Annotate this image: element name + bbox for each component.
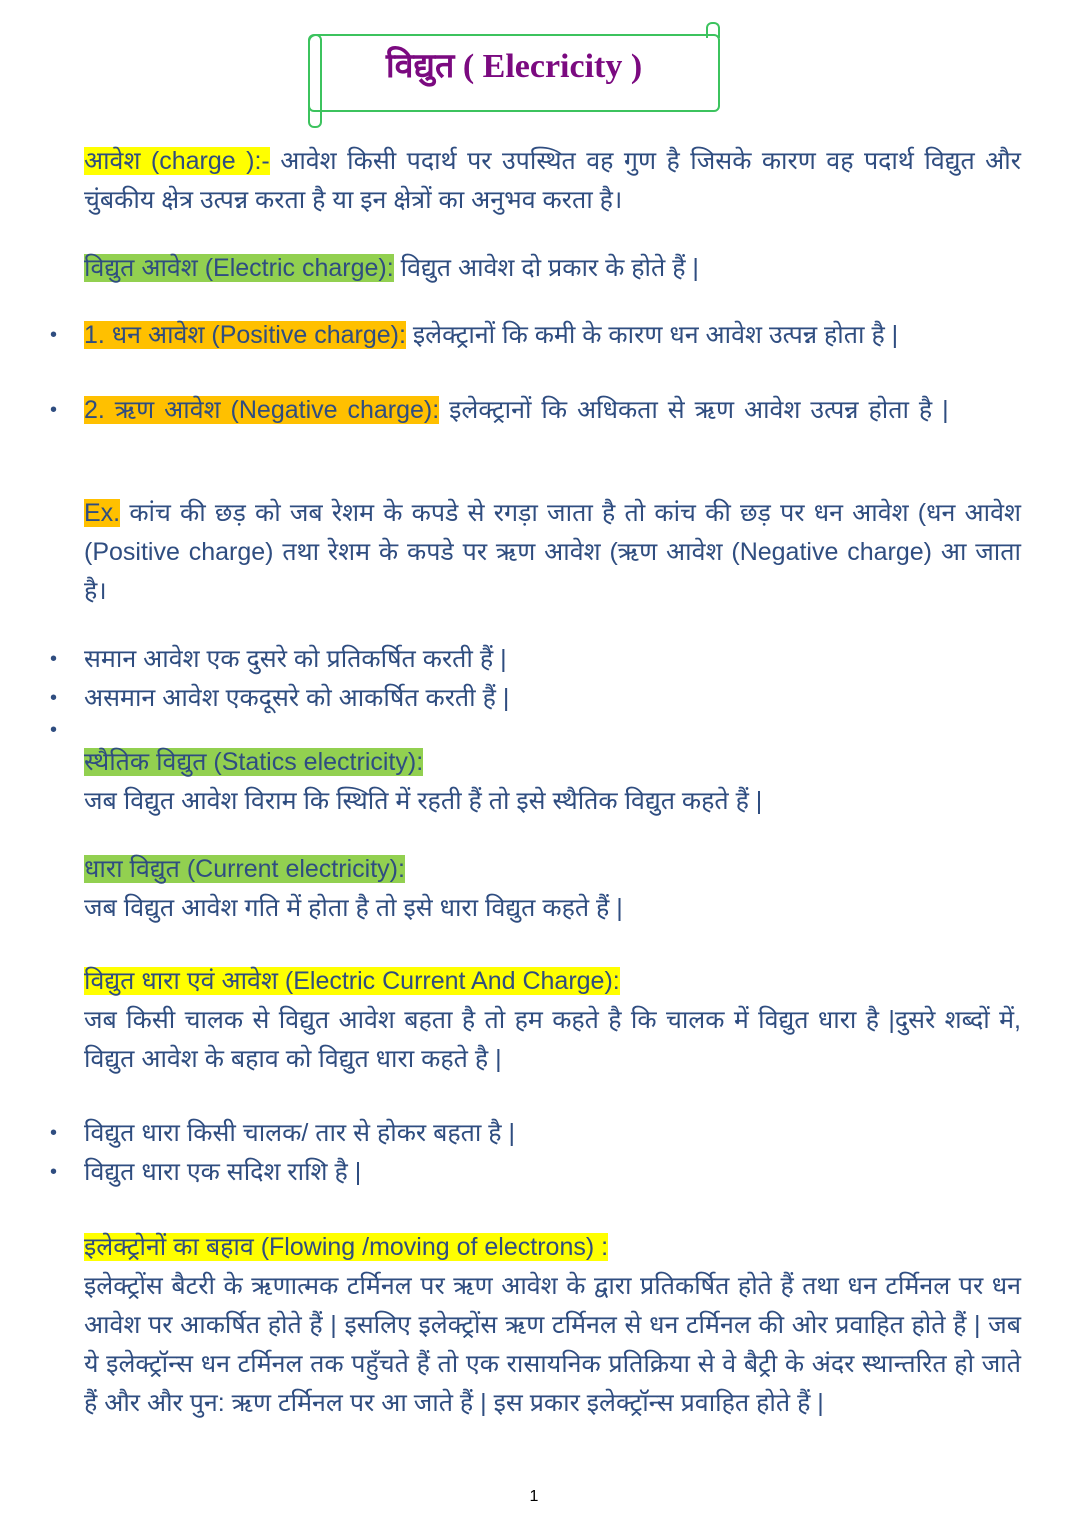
current-fact-item: विद्युत धारा एक सदिश राशि है | (84, 1158, 362, 1186)
page-title: विद्युत ( Elecricity ) (385, 48, 643, 85)
current-text: जब विद्युत आवेश गति में होता है तो इसे धारा विद्युत कहते हैं | (84, 894, 623, 922)
current-charge-heading: विद्युत धारा एवं आवेश (Electric Current And Charge): (84, 967, 620, 995)
example-text: कांच की छड़ को जब रेशम के कपडे से रगड़ा जाता है तो कांच की छड़ पर धन आवेश (धन आवेश (Positive charge) तथा रेशम के कपडे पर ऋण आवेश (ऋण आवेश (Negative charge) आ जाता है। (84, 499, 1021, 605)
electric-charge-text: विद्युत आवेश दो प्रकार के होते हैं | (393, 254, 699, 282)
bullet-icon: • (50, 399, 58, 421)
bullet-icon: • (50, 1122, 58, 1144)
charge-paragraph (84, 142, 1021, 220)
example-paragraph (84, 494, 1021, 611)
rule-item: समान आवेश एक दुसरे को प्रतिकर्षित करती हैं | (84, 645, 507, 673)
negative-charge-heading: 2. ऋण आवेश (Negative charge): (84, 396, 440, 424)
electric-charge-paragraph (84, 249, 1021, 288)
charge-text: आवेश किसी पदार्थ पर उपस्थित वह गुण है जिसके कारण वह पदार्थ विद्युत और चुंबकीय क्षेत्र उत्पन्न करता है या इन क्षेत्रों का अनुभव करता है। (84, 147, 1021, 214)
flow-text: इलेक्ट्रोंस बैटरी के ऋणात्मक टर्मिनल पर ऋण आवेश के द्वारा प्रतिकर्षित होते हैं तथा धन टर्मिनल पर धन आवेश पर आकर्षित होते हैं | इसलिए इलेक्ट्रोंस ऋण टर्मिनल से धन टर्मिनल की ओर प्रवाहित होते हैं | जब ये इलेक्ट्रॉन्स धन टर्मिनल तक पहुँचते हैं तो एक रासायनिक प्रतिक्रिया से वे बैट्री के अंदर स्थान्तरित हो जाते हैं और और पुन: ऋण टर्मिनल पर आ जाते हैं | इस प्रकार इलेक्ट्रॉन्स प्रवाहित होते हैं | (84, 1272, 1021, 1417)
current-fact-item: विद्युत धारा किसी चालक/ तार से होकर बहता है | (84, 1119, 516, 1147)
static-heading: स्थैतिक विद्युत (Statics electricity): (84, 748, 424, 776)
positive-charge-item (84, 316, 1021, 355)
static-paragraph (84, 743, 1021, 821)
current-charge-text: जब किसी चालक से विद्युत आवेश बहता है तो हम कहते है कि चालक में विद्युत धारा है |दुसरे शब्दों में, विद्युत आवेश के बहाव को विद्युत धारा कहते है | (84, 1006, 1021, 1073)
bullet-icon: • (50, 1161, 58, 1183)
bullet-icon: • (50, 648, 58, 670)
page-number: 1 (529, 1488, 539, 1505)
bullet-icon: • (50, 324, 58, 346)
flow-paragraph (84, 1228, 1021, 1423)
positive-charge-text: इलेक्ट्रानों कि कमी के कारण धन आवेश उत्पन्न होता है | (405, 321, 899, 349)
static-text: जब विद्युत आवेश विराम कि स्थिति में रहती हैं तो इसे स्थैतिक विद्युत कहते हैं | (84, 787, 763, 815)
current-paragraph (84, 850, 1021, 928)
flow-heading: इलेक्ट्रोनों का बहाव (Flowing /moving of electrons) : (84, 1233, 609, 1261)
positive-charge-heading: 1. धन आवेश (Positive charge): (84, 321, 406, 349)
electric-charge-heading: विद्युत आवेश (Electric charge): (84, 254, 394, 282)
charge-heading: आवेश (charge ):- (84, 147, 270, 175)
negative-charge-text: इलेक्ट्रानों कि अधिकता से ऋण आवेश उत्पन्न होता है | (439, 396, 949, 424)
current-heading: धारा विद्युत (Current electricity): (84, 855, 405, 883)
rule-item: असमान आवेश एकदूसरे को आकर्षित करती हैं | (84, 684, 510, 712)
bullet-icon: • (50, 687, 58, 709)
bullet-icon: • (50, 719, 58, 741)
example-label: Ex. (84, 499, 121, 527)
current-charge-paragraph (84, 962, 1021, 1079)
negative-charge-item (84, 391, 1021, 430)
